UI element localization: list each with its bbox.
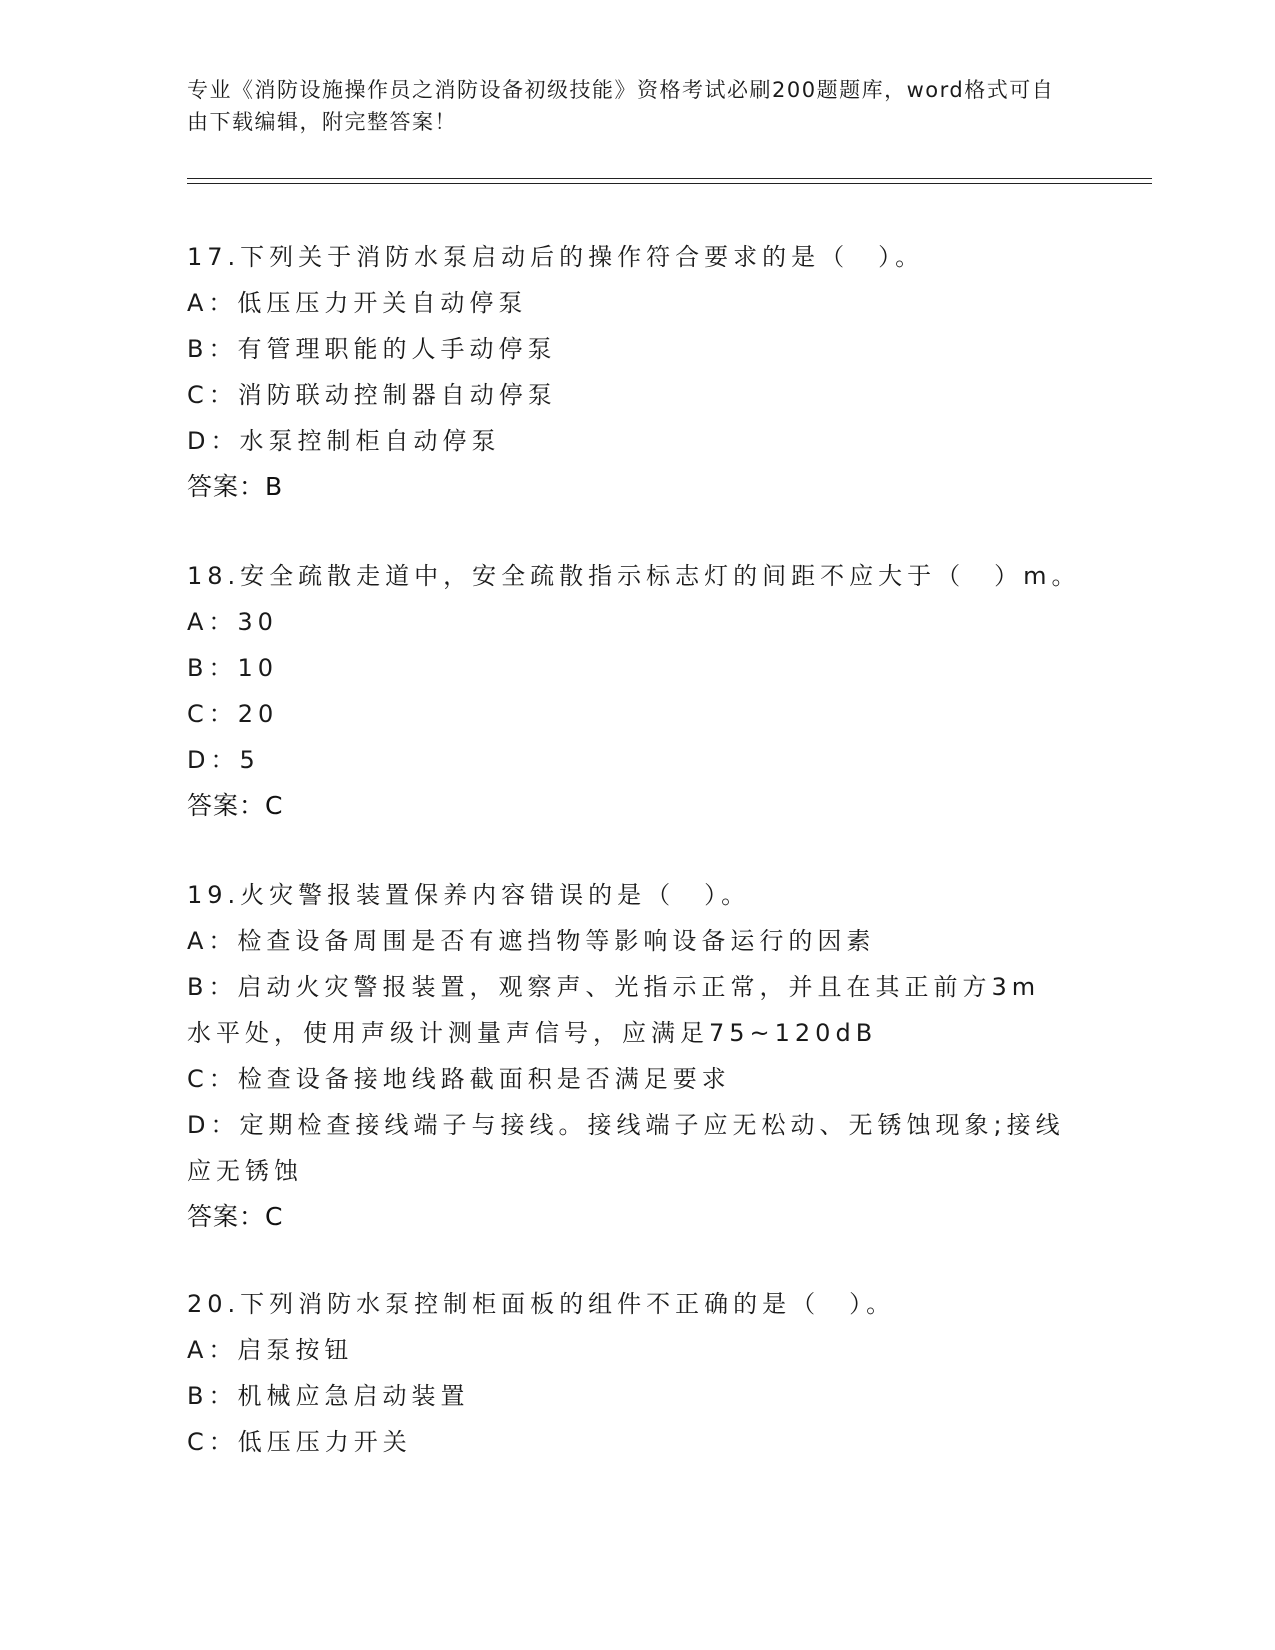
option-c: C：消防联动控制器自动停泵: [187, 381, 557, 409]
header-divider-top: [187, 178, 1152, 179]
option-c: C：20: [187, 700, 279, 728]
question-19: [187, 872, 1067, 1240]
option-a: A：启泵按钮: [187, 1336, 354, 1364]
header-divider-bottom: [187, 183, 1152, 184]
option-b: B：启动火灾警报装置，观察声、光指示正常，并且在其正前方3m水平处，使用声级计测量声信号，应满足75~120dB: [187, 973, 1041, 1047]
question-stem: 17.下列关于消防水泵启动后的操作符合要求的是（ ）。: [187, 243, 925, 271]
answer-line: 答案：C: [187, 791, 284, 820]
option-b: B：有管理职能的人手动停泵: [187, 335, 557, 363]
option-c: C：低压压力开关: [187, 1428, 412, 1456]
document-header: 专业《消防设施操作员之消防设备初级技能》资格考试必刷200题题库，word格式可自由下载编辑，附完整答案！: [187, 78, 1055, 134]
question-stem: 20.下列消防水泵控制柜面板的组件不正确的是（ ）。: [187, 1290, 896, 1318]
answer-line: 答案：C: [187, 1202, 284, 1231]
question-17: [187, 234, 1067, 510]
option-d: D：水泵控制柜自动停泵: [187, 427, 501, 455]
option-a: A：检查设备周围是否有遮挡物等影响设备运行的因素: [187, 927, 876, 955]
question-20: [187, 1281, 1067, 1465]
option-b: B：机械应急启动装置: [187, 1382, 470, 1410]
option-a: A：低压压力开关自动停泵: [187, 289, 528, 317]
option-d: D：5: [187, 746, 260, 774]
option-c: C：检查设备接地线路截面积是否满足要求: [187, 1065, 731, 1093]
answer-line: 答案：B: [187, 472, 284, 501]
option-a: A：30: [187, 608, 278, 636]
question-stem: 18.安全疏散走道中，安全疏散指示标志灯的间距不应大于（ ）m。: [187, 562, 1081, 590]
option-b: B：10: [187, 654, 279, 682]
question-stem: 19.火灾警报装置保养内容错误的是（ ）。: [187, 881, 751, 909]
question-18: [187, 553, 1081, 829]
option-d: D：定期检查接线端子与接线。接线端子应无松动、无锈蚀现象;接线应无锈蚀: [187, 1111, 1065, 1185]
